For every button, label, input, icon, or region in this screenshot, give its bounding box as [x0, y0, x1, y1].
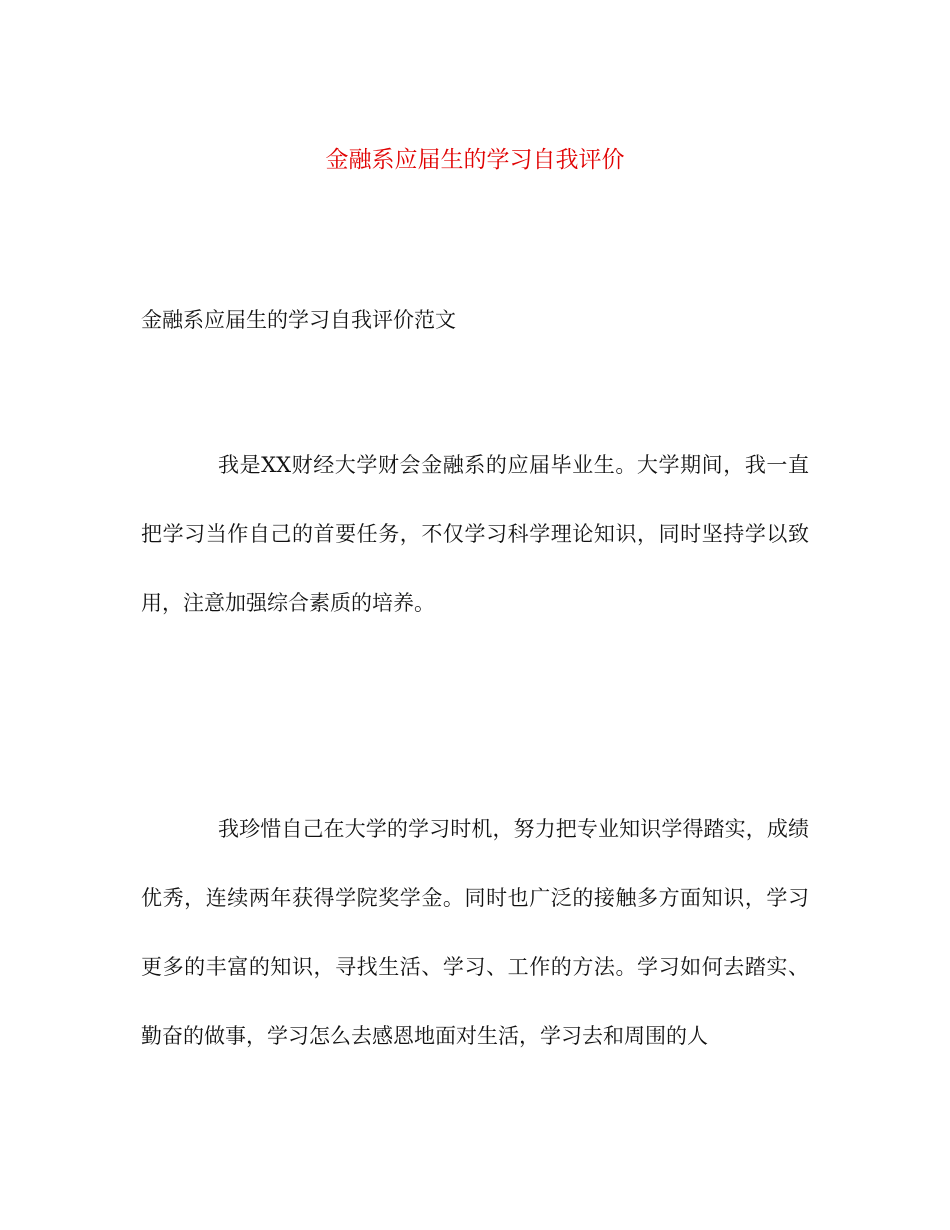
document-subtitle: 金融系应届生的学习自我评价范文	[141, 308, 456, 332]
paragraph-2: 我珍惜自己在大学的学习时机，努力把专业知识学得踏实，成绩优秀，连续两年获得学院奖学金。同时也广泛的接触多方面知识，学习更多的丰富的知识，寻找生活、学习、工作的方法。学习如何去踏实、勤奋的做事，学习怎么去感恩地面对生活，学习去和周围的人	[141, 817, 809, 1048]
paragraph-1: 我是XX财经大学财会金融系的应届毕业生。大学期间，我一直把学习当作自己的首要任务，不仅学习科学理论知识，同时坚持学以致用，注意加强综合素质的培养。	[141, 453, 809, 615]
document-title: 金融系应届生的学习自我评价	[325, 147, 625, 173]
